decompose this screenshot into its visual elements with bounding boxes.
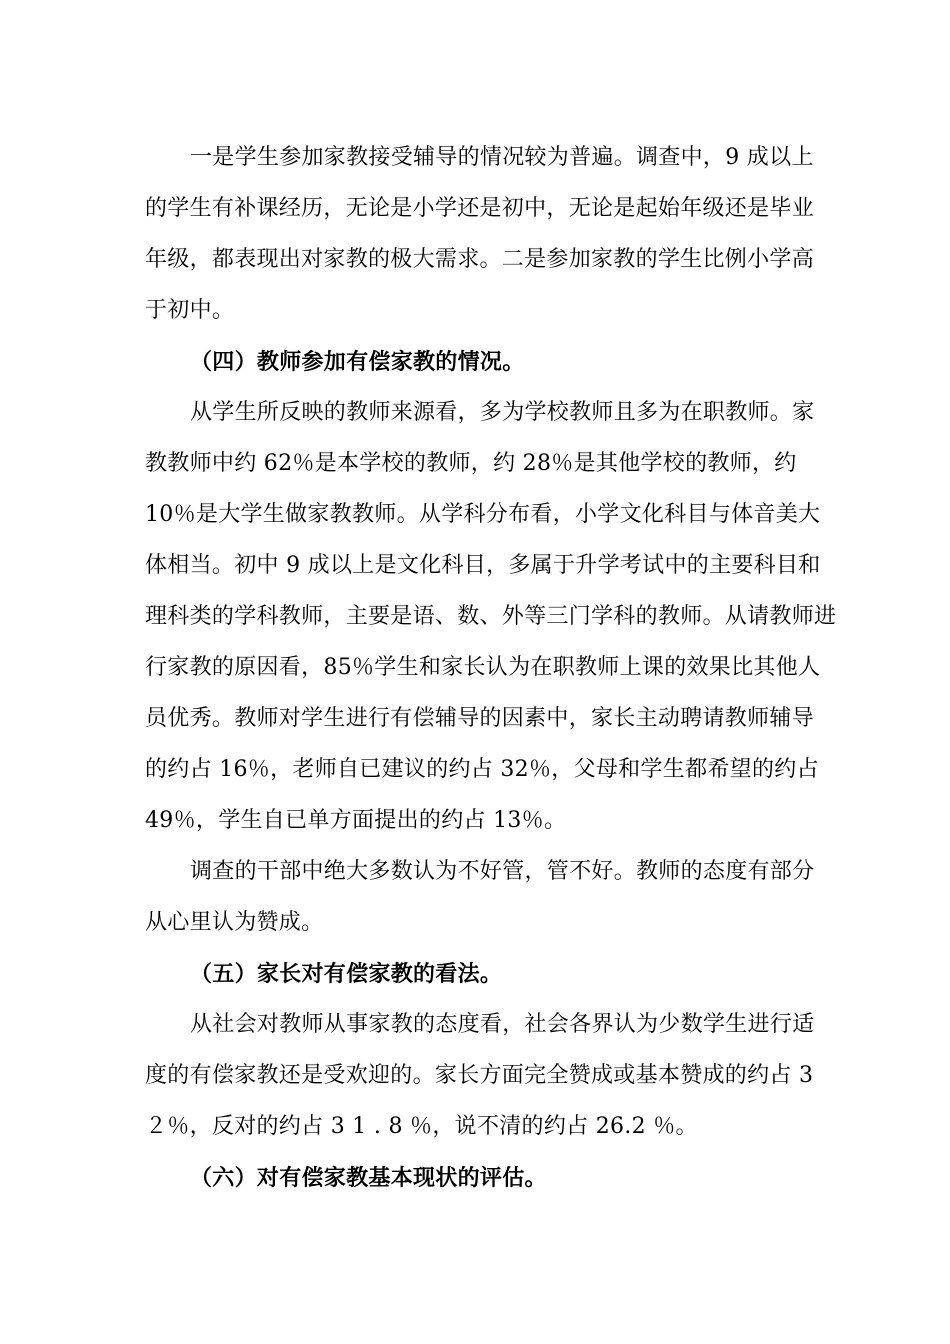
paragraph-line: 理科类的学科教师，主要是语、数、外等三门学科的教师。从请教师进 bbox=[145, 604, 837, 629]
paragraph-line: 从学生所反映的教师来源看，多为学校教师且多为在职教师。家 bbox=[190, 400, 815, 425]
paragraph-line: 体相当。初中 9 成以上是文化科目，多属于升学考试中的主要科目和 bbox=[145, 553, 821, 578]
paragraph-line: 10％是大学生做家教教师。从学科分布看，小学文化科目与体音美大 bbox=[145, 502, 821, 527]
paragraph-line: 一是学生参加家教接受辅导的情况较为普遍。调查中，9 成以上 bbox=[190, 145, 814, 170]
paragraph-line: 年级，都表现出对家教的极大需求。二是参加家教的学生比例小学高 bbox=[145, 247, 815, 272]
paragraph-line: 于初中。 bbox=[145, 298, 235, 323]
paragraph-line: 度的有偿家教还是受欢迎的。家长方面完全赞成或基本赞成的约占 3 bbox=[145, 1063, 814, 1088]
paragraph-line: 从社会对教师从事家教的态度看，社会各界认为少数学生进行适 bbox=[190, 1012, 815, 1037]
section-heading-6: （六）对有偿家教基本现状的评估。 bbox=[190, 1165, 547, 1191]
paragraph-line: 调查的干部中绝大多数认为不好管，管不好。教师的态度有部分 bbox=[190, 859, 815, 884]
paragraph-line: 从心里认为赞成。 bbox=[145, 910, 324, 935]
paragraph-line: 的学生有补课经历，无论是小学还是初中，无论是起始年级还是毕业 bbox=[145, 196, 815, 221]
paragraph-line: 的约占 16％，老师自已建议的约占 32％，父母和学生都希望的约占 bbox=[145, 757, 819, 782]
paragraph-line: 49％，学生自已单方面提出的约占 13％。 bbox=[145, 808, 567, 833]
paragraph-line: 行家教的原因看，85％学生和家长认为在职教师上课的效果比其他人 bbox=[145, 655, 821, 680]
paragraph-line: ２％，反对的约占 3 1 . 8 ％，说不清的约占 26.2 ％。 bbox=[145, 1114, 698, 1139]
paragraph-line: 员优秀。教师对学生进行有偿辅导的因素中，家长主动聘请教师辅导 bbox=[145, 706, 815, 731]
paragraph-line: 教教师中约 62％是本学校的教师，约 28％是其他学校的教师，约 bbox=[145, 451, 797, 476]
section-heading-5: （五）家长对有偿家教的看法。 bbox=[190, 961, 503, 987]
section-heading-4: （四）教师参加有偿家教的情况。 bbox=[190, 349, 525, 375]
